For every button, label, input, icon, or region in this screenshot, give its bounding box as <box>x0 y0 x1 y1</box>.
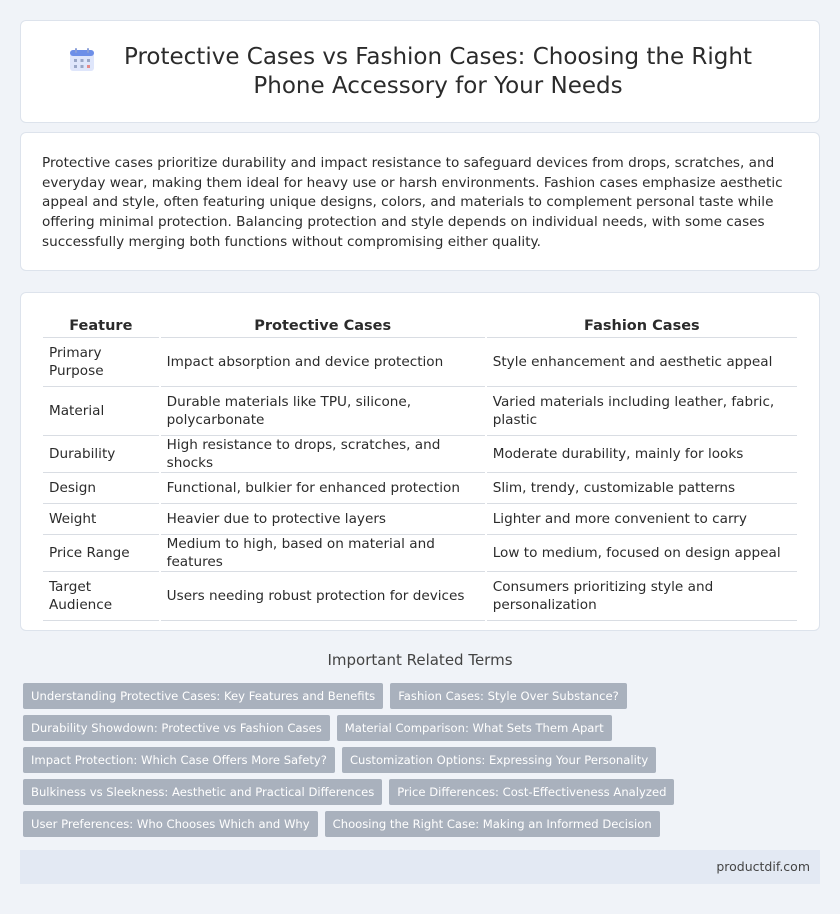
related-term-tag[interactable]: Material Comparison: What Sets Them Apart <box>337 715 612 741</box>
header-feature: Feature <box>43 315 159 338</box>
feature-cell: Material <box>43 387 159 436</box>
intro-card <box>20 132 820 271</box>
fashion-cell: Moderate durability, mainly for looks <box>487 436 797 473</box>
feature-cell: Durability <box>43 436 159 473</box>
related-term-tag[interactable]: Fashion Cases: Style Over Substance? <box>390 683 627 709</box>
comparison-table <box>41 315 799 621</box>
related-term-tag[interactable]: Price Differences: Cost-Effectiveness Analyzed <box>389 779 674 805</box>
header-protective: Protective Cases <box>161 315 485 338</box>
fashion-cell: Lighter and more convenient to carry <box>487 504 797 535</box>
fashion-cell: Varied materials including leather, fabric, plastic <box>487 387 797 436</box>
title-card <box>20 20 820 123</box>
table-row <box>43 338 797 387</box>
table-row <box>43 436 797 473</box>
header-fashion: Fashion Cases <box>487 315 797 338</box>
related-term-tag[interactable]: User Preferences: Who Chooses Which and Why <box>23 811 318 837</box>
table-row <box>43 387 797 436</box>
related-term-tag[interactable]: Durability Showdown: Protective vs Fashion Cases <box>23 715 330 741</box>
feature-cell: Target Audience <box>43 572 159 621</box>
protective-cell: Durable materials like TPU, silicone, polycarbonate <box>161 387 485 436</box>
fashion-cell: Slim, trendy, customizable patterns <box>487 473 797 504</box>
protective-cell: Heavier due to protective layers <box>161 504 485 535</box>
related-term-tag[interactable]: Bulkiness vs Sleekness: Aesthetic and Practical Differences <box>23 779 382 805</box>
related-term-tag[interactable]: Understanding Protective Cases: Key Features and Benefits <box>23 683 383 709</box>
tag-row <box>23 715 823 741</box>
table-row <box>43 535 797 572</box>
feature-cell: Price Range <box>43 535 159 572</box>
related-terms-title: Important Related Terms <box>327 651 513 669</box>
comparison-table-card <box>20 292 820 631</box>
related-term-tag[interactable]: Impact Protection: Which Case Offers More Safety? <box>23 747 335 773</box>
tag-row <box>23 811 823 837</box>
footer <box>20 850 820 884</box>
feature-cell: Primary Purpose <box>43 338 159 387</box>
fashion-cell: Low to medium, focused on design appeal <box>487 535 797 572</box>
protective-cell: Functional, bulkier for enhanced protection <box>161 473 485 504</box>
related-term-tag[interactable]: Customization Options: Expressing Your Personality <box>342 747 656 773</box>
footer-site-name[interactable]: productdif.com <box>716 859 810 874</box>
tag-row <box>23 683 823 709</box>
intro-paragraph: Protective cases prioritize durability and impact resistance to safeguard devices from drops, scratches, and everyday wear, making them ideal for heavy use or harsh environments. Fashion cases emphasize aesthetic appeal and style, often featuring unique designs, colors, and materials to complement personal taste while offering minimal protection. Balancing protection and style depends on individual needs, with some cases successfully merging both functions without compromising either quality. <box>42 155 783 250</box>
protective-cell: Users needing robust protection for devices <box>161 572 485 621</box>
protective-cell: High resistance to drops, scratches, and shocks <box>161 436 485 473</box>
table-row <box>43 572 797 621</box>
related-terms-list <box>23 683 823 843</box>
page-title: Protective Cases vs Fashion Cases: Choosing the Right Phone Accessory for Your Needs <box>124 44 752 99</box>
table-header-row <box>43 315 797 338</box>
fashion-cell: Style enhancement and aesthetic appeal <box>487 338 797 387</box>
protective-cell: Impact absorption and device protection <box>161 338 485 387</box>
table-row <box>43 504 797 535</box>
fashion-cell: Consumers prioritizing style and personalization <box>487 572 797 621</box>
table-row <box>43 473 797 504</box>
feature-cell: Weight <box>43 504 159 535</box>
tag-row <box>23 747 823 773</box>
related-term-tag[interactable]: Choosing the Right Case: Making an Informed Decision <box>325 811 660 837</box>
protective-cell: Medium to high, based on material and features <box>161 535 485 572</box>
tag-row <box>23 779 823 805</box>
feature-cell: Design <box>43 473 159 504</box>
